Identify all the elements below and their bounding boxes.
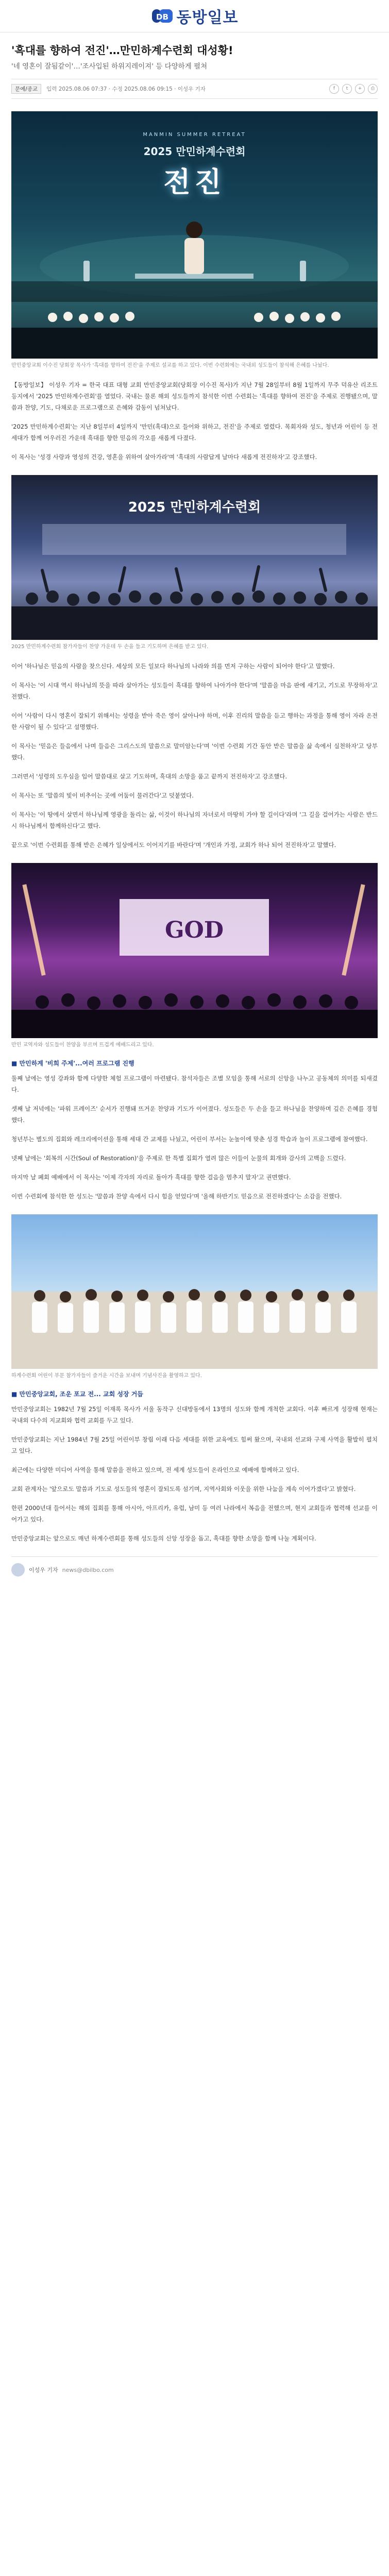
article-subtitle: '네 영혼이 잘됨같이'…'조사입된 하위지레이져' 등 다양하게 펼쳐 bbox=[11, 62, 208, 71]
paragraph: 이어 '하나님은 믿음의 사람을 찾으신다. 세상의 모든 일보다 하나님의 나라와 의를 먼저 구하는 사람이 되어야 한다'고 말했다. bbox=[11, 663, 335, 670]
paragraph: 마지막 날 폐회 예배에서 이 목사는 '이제 각자의 자리로 돌아가 흑대를 향한 걸음을 멈추지 말자'고 권면했다. bbox=[11, 1174, 291, 1181]
caption-3: 만민 교역자와 성도들이 찬양을 부르며 뜨겁게 예배드리고 있다. bbox=[11, 1042, 154, 1048]
paragraph: 한편 2000년대 들어서는 해외 집회를 통해 아시아, 아프리카, 유럽, 남미 등 여러 나라에서 복음을 전했으며, 현지 교회들과 협력해 선교를 이어가고 있다. bbox=[11, 1504, 378, 1523]
article-title: '흑대를 향하여 전진'…만민하계수련회 대성황! bbox=[11, 44, 233, 57]
caption-1: 만민중앙교회 이수진 당회장 목사가 '흑대를 향하여 전진'을 주제로 설교를 하고 있다. 이번 수련회에는 국내외 성도들이 참석해 은혜를 나눴다. bbox=[11, 363, 329, 368]
paragraph: '2025 만민하계수련회'는 지난 8일부터 4일까지 '만민(흑대)으로 들어와 위하고, 전진'을 주제로 열렸다. 목회자와 성도, 청년과 어린이 등 전 세대가 함께 어우러진 가운데 흑대를 향한 믿음의 각오를 새롭게 다졌다. bbox=[11, 423, 378, 442]
paragraph: 【동방일보】 이성우 기자 = 한국 대표 대형 교회 만민중앙교회(당회장 이수진 목사)가 지난 7월 28일부터 8월 1일까지 무주 덕유산 리조트 등지에서 '2025 만민하계수련회'를 열었다. 국내는 물론 해외 성도들까지 참석한 이번 수련회는 '흑대를 향하여 전진'을 주제로 진행됐으며, 말씀과 찬양, 기도, 다채로운 프로그램으로 은혜와 감동이 넘쳐났다. bbox=[11, 381, 378, 411]
caption-4: 하계수련회 어린이 부문 참가자들이 즐거운 시간을 보내며 기념사진을 촬영하고 있다. bbox=[11, 1373, 202, 1379]
article-meta bbox=[11, 79, 378, 99]
stage-scene bbox=[11, 111, 378, 359]
paragraph: 교회 관계자는 '앞으로도 말씀과 기도로 성도들의 영혼이 잘되도록 섬기며, 지역사회와 이웃을 위한 나눔을 계속 이어가겠다'고 밝혔다. bbox=[11, 1485, 356, 1493]
paragraph: 만민중앙교회는 앞으로도 매년 하계수련회를 통해 성도들의 신앙 성장을 돕고, 흑대를 향한 소망을 함께 나눌 계획이다. bbox=[11, 1535, 316, 1542]
paragraph: 셋째 날 저녁에는 '파워 프레이즈' 순서가 진행돼 뜨거운 찬양과 기도가 이어졌다. 성도들은 두 손을 들고 하나님을 찬양하며 깊은 은혜를 경험했다. bbox=[11, 1105, 378, 1124]
site-name: 동방일보 bbox=[176, 9, 239, 27]
section-subhead: ■ 만민중앙교회, 조운 포교 전... 교회 성장 거듭 bbox=[11, 1391, 143, 1398]
group-scene bbox=[11, 1214, 378, 1369]
paragraph: 만민중앙교회는 1982년 7월 25일 이재록 목사가 서울 동작구 신대방동에서 13명의 성도와 함께 개척한 교회다. 이후 빠르게 성장해 현재는 국내외 다수의 지교회와 협력 교회를 두고 있다. bbox=[11, 1405, 378, 1424]
article-date: 입력 2025.08.06 07:37 · 수정 2025.08.06 09:15 · 이성우 기자 bbox=[46, 86, 206, 92]
article bbox=[0, 43, 389, 1577]
masthead bbox=[0, 0, 389, 32]
logo-mark-icon bbox=[151, 7, 174, 25]
paragraph: 이 목사는 또 '말씀의 빛이 비추이는 곳에 어둠이 물러간다'고 덧붙였다. bbox=[11, 792, 194, 799]
paragraph: 이어 '사람이 다시 영혼이 잘되기 위해서는 성령을 받아 죽은 영이 살아나야 하며, 이후 진리의 말씀을 듣고 행하는 과정을 통해 영이 자라 온전한 사람이 될 수 있다'고 설명했다. bbox=[11, 712, 378, 731]
photo-stage-sermon bbox=[11, 111, 378, 359]
speaker-head bbox=[186, 222, 202, 238]
screen-word: GOD bbox=[164, 917, 224, 943]
crowd-scene bbox=[11, 475, 378, 640]
paragraph: 둘째 날에는 영성 강좌와 함께 다양한 체험 프로그램이 마련됐다. 참석자들은 조별 모임을 통해 서로의 신앙을 나누고 공동체의 의미를 되새겼다. bbox=[11, 1075, 378, 1093]
paragraph: 이 목사는 '이 땅에서 살면서 하나님께 영광을 돌리는 삶, 이것이 하나님의 자녀로서 마땅히 가야 할 길이다'라며 '그 길을 걸어가는 사람은 반드시 하나님께서 함께하신다'고 했다. bbox=[11, 811, 378, 829]
paragraph: 만민중앙교회는 지난 1984년 7월 25일 어린이부 창립 이래 다음 세대를 위한 교육에도 힘써 왔으며, 국내외 선교와 구제 사역을 활발히 펼치고 있다. bbox=[11, 1436, 378, 1454]
paragraph: 청년부는 별도의 집회와 레크리에이션을 통해 세대 간 교제를 나눴고, 어린이 부서는 눈높이에 맞춘 성경 학습과 놀이 프로그램에 참여했다. bbox=[11, 1136, 368, 1143]
photo-praise-stage bbox=[11, 863, 378, 1038]
share-twitter-icon[interactable]: t bbox=[342, 84, 352, 94]
font-size-icon[interactable]: + bbox=[355, 84, 365, 94]
speaker-body bbox=[184, 238, 204, 274]
paragraph: 이 목사는 '이 시대 역시 하나님의 뜻을 따라 살아가는 성도들이 흑대를 향하여 나아가야 한다'며 '말씀을 마음 판에 새기고, 기도로 무장하자'고 전했다. bbox=[11, 682, 378, 700]
paragraph: 최근에는 다양한 미디어 사역을 통해 말씀을 전하고 있으며, 전 세계 성도들이 온라인으로 예배에 함께하고 있다. bbox=[11, 1466, 299, 1473]
stage-banner-en: MANMIN SUMMER RETREAT bbox=[143, 132, 246, 138]
section-subhead: ■ 만민하계 '비희 주제'...여러 프로그램 진행 bbox=[11, 1060, 134, 1067]
paragraph: 끝으로 '이번 수련회를 통해 받은 은혜가 일상에서도 이어지기를 바란다'며 '개인과 가정, 교회가 하나 되어 전진하자'고 말했다. bbox=[11, 841, 336, 849]
author-name[interactable]: 이성우 기자 bbox=[29, 1567, 58, 1573]
logo-letters: DB bbox=[156, 12, 168, 22]
paragraph: 그러면서 '성령의 도우심을 입어 말씀대로 살고 기도하며, 흑대의 소망을 품고 끝까지 전진하자'고 강조했다. bbox=[11, 773, 287, 780]
category-tag[interactable]: 문예/종교 bbox=[11, 84, 41, 94]
share-bar bbox=[329, 84, 378, 94]
site-logo[interactable] bbox=[151, 5, 239, 27]
photo-worship-crowd bbox=[11, 475, 378, 640]
caption-2: 2025 만민하계수련회 참가자들이 찬양 가운데 두 손을 들고 기도하며 은혜를 받고 있다. bbox=[11, 644, 209, 650]
author-email[interactable]: news@dbilbo.com bbox=[62, 1566, 114, 1573]
photo-group bbox=[11, 1214, 378, 1369]
paragraph: 이 목사는 '성경 사랑과 영성의 건강, 영혼을 위하여 살아가라'며 '흑대의 사람답게 날마다 새롭게 전진하자'고 강조했다. bbox=[11, 453, 317, 461]
byline bbox=[11, 1556, 378, 1577]
author-avatar bbox=[11, 1563, 25, 1577]
stage-screen-title: 2025 만민하계수련회 bbox=[128, 500, 261, 515]
print-icon[interactable]: ⎙ bbox=[368, 84, 378, 94]
praise-scene bbox=[11, 863, 378, 1038]
stage-banner-year: 2025 만민하계수련회 bbox=[143, 145, 246, 158]
paragraph: 이번 수련회에 참석한 한 성도는 '말씀과 찬양 속에서 다시 힘을 얻었다'며 '올해 하반기도 믿음으로 전진하겠다'는 소감을 전했다. bbox=[11, 1193, 342, 1200]
paragraph: 이 목사는 '믿음은 들음에서 나며 들음은 그리스도의 말씀으로 말미암는다'며 '이번 수련회 기간 동안 받은 말씀을 삶 속에서 실천하자'고 당부했다. bbox=[11, 742, 378, 761]
share-facebook-icon[interactable]: f bbox=[329, 84, 339, 94]
stage-banner-title: 전진 bbox=[163, 166, 226, 198]
paragraph: 넷째 날에는 '회복의 시간(Soul of Restoration)'을 주제로 한 특별 집회가 열려 많은 이들이 눈물의 회개와 감사의 고백을 드렸다. bbox=[11, 1155, 346, 1162]
